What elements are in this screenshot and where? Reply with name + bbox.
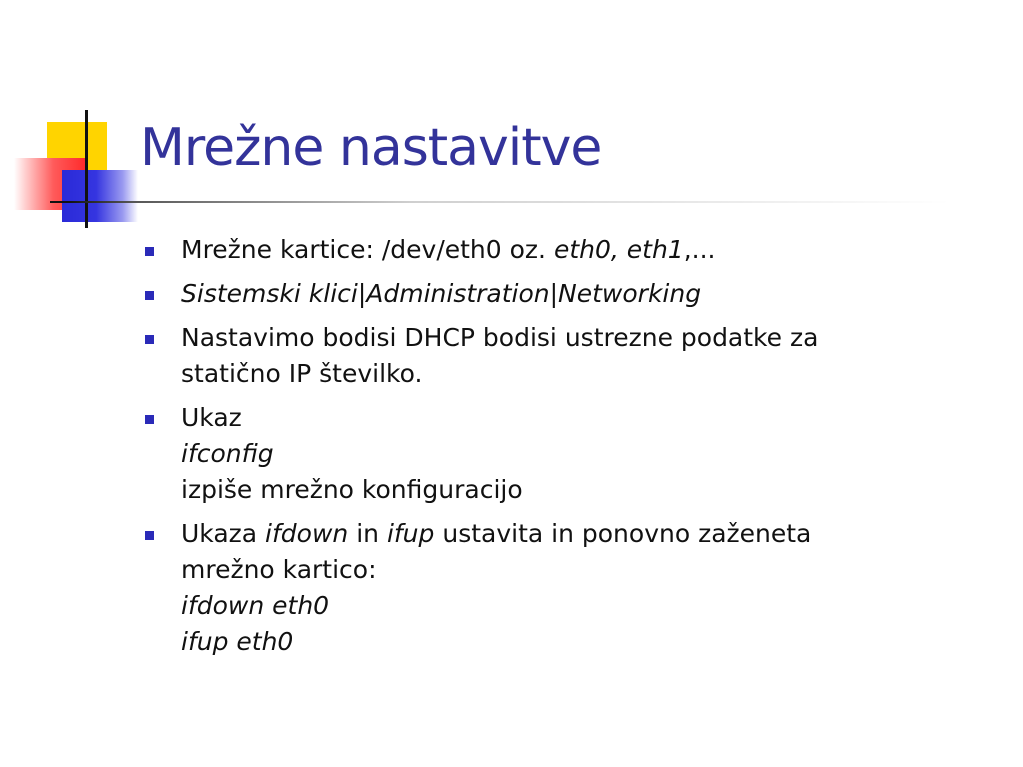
bullet-item bbox=[143, 276, 963, 312]
italic-text: Sistemski klici|Administration|Networking bbox=[181, 279, 702, 308]
text: izpiše mrežno konfiguracijo bbox=[181, 475, 523, 504]
text: Mrežne kartice: /dev/eth0 oz. bbox=[181, 235, 554, 264]
bullet-item bbox=[143, 400, 963, 508]
slide-title: Mrežne nastavitve bbox=[140, 118, 602, 178]
bullet-line bbox=[181, 552, 963, 588]
bullet-item bbox=[143, 232, 963, 268]
logo-vertical-line bbox=[85, 110, 88, 228]
text: Nastavimo bodisi DHCP bodisi ustrezne podatke za bbox=[181, 323, 819, 352]
bullet-item bbox=[143, 516, 963, 660]
text: Ukaz bbox=[181, 403, 242, 432]
bullet-line bbox=[181, 400, 963, 436]
italic-text: eth0, eth1 bbox=[553, 235, 684, 264]
bullet-line bbox=[181, 588, 963, 624]
text: mrežno kartico: bbox=[181, 555, 377, 584]
text: statično IP številko. bbox=[181, 359, 423, 388]
bullet-line bbox=[181, 624, 963, 660]
bullet-item bbox=[143, 320, 963, 392]
text: Ukaza bbox=[181, 519, 266, 548]
bullet-square-icon bbox=[145, 335, 154, 344]
bullet-line bbox=[181, 472, 963, 508]
bullet-square-icon bbox=[145, 291, 154, 300]
italic-text: ifup eth0 bbox=[181, 627, 294, 656]
title-underline bbox=[50, 201, 950, 203]
bullet-line bbox=[181, 436, 963, 472]
bullet-square-icon bbox=[145, 415, 154, 424]
text: in bbox=[348, 519, 387, 548]
bullet-line bbox=[181, 356, 963, 392]
bullet-line bbox=[181, 320, 963, 356]
italic-text: ifdown eth0 bbox=[181, 591, 330, 620]
text: ustavita in ponovno zaženeta bbox=[434, 519, 812, 548]
logo-blue-square bbox=[62, 170, 138, 222]
bullet-line bbox=[181, 516, 963, 552]
bullet-square-icon bbox=[145, 247, 154, 256]
italic-text: ifdown bbox=[265, 519, 349, 548]
italic-text: ifup bbox=[386, 519, 435, 548]
bullet-line bbox=[181, 276, 963, 312]
italic-text: ifconfig bbox=[181, 439, 274, 468]
bullet-list bbox=[143, 232, 963, 668]
bullet-square-icon bbox=[145, 531, 154, 540]
bullet-line bbox=[181, 232, 963, 268]
text: ,... bbox=[683, 235, 716, 264]
